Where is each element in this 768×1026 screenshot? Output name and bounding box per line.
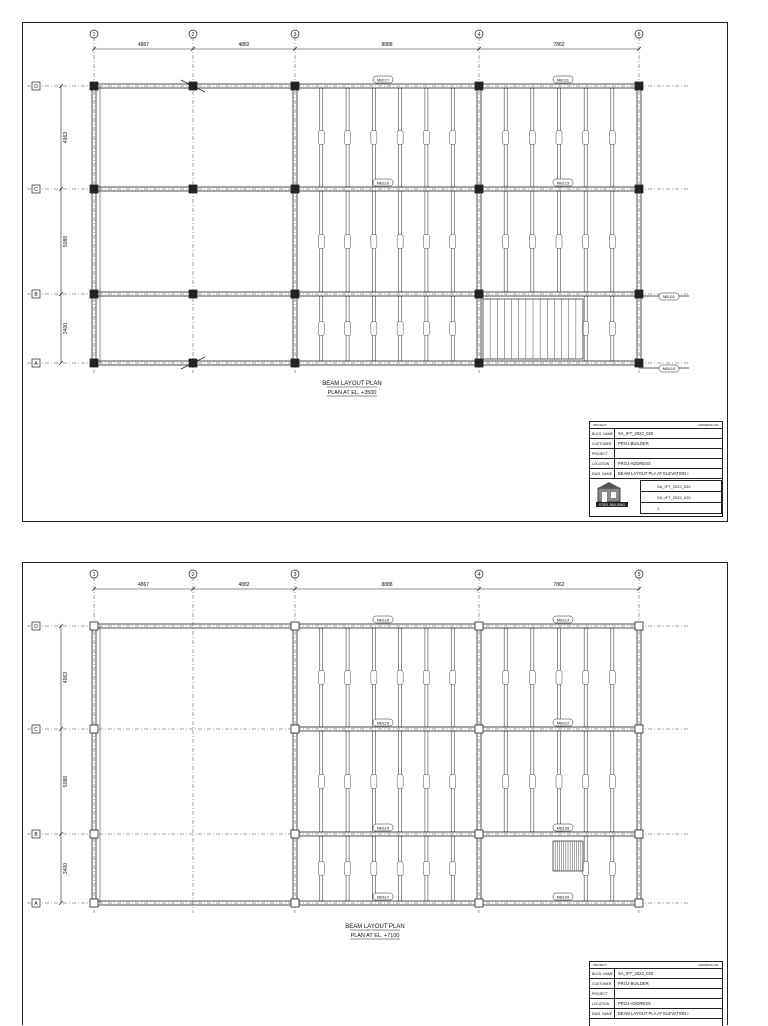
- dimension-label-col: 7862: [553, 582, 565, 588]
- company-logo: [594, 480, 630, 510]
- joist-tag: [450, 862, 456, 876]
- joist-tag: [397, 235, 403, 249]
- joist-tag: [345, 322, 351, 336]
- joist-tag: [503, 131, 509, 145]
- title-block-key: DWG. NAME: [590, 1009, 615, 1018]
- joist-tag: [450, 235, 456, 249]
- plan-title: BEAM LAYOUT PLAN: [345, 924, 405, 930]
- grid-label-col: 5: [637, 572, 641, 578]
- grid-label-row: C: [34, 187, 38, 193]
- column-node: [90, 725, 98, 733]
- dimension-label-row: 4963: [63, 671, 69, 684]
- column-node: [635, 899, 643, 907]
- column-node: [291, 830, 299, 838]
- title-block-row: [590, 439, 722, 449]
- joist-tag: [371, 322, 377, 336]
- column-node: [475, 290, 483, 298]
- dimension-label-row: 3400: [63, 322, 69, 335]
- joist-tag: [556, 775, 562, 789]
- joist-tag: [345, 671, 351, 685]
- column-node: [90, 290, 98, 298]
- joist-tag: [583, 862, 589, 876]
- joist-tag: [318, 131, 324, 145]
- column-node: [475, 82, 483, 90]
- joist-tag: [318, 322, 324, 336]
- column-node: [291, 359, 299, 367]
- joist-tag: [318, 235, 324, 249]
- joist-tag: [397, 671, 403, 685]
- title-block-key: DWG. NAME: [590, 469, 615, 478]
- title-block-header: [590, 422, 722, 429]
- title-block-header-right: DRAWING NO.: [698, 423, 719, 427]
- column-node: [291, 82, 299, 90]
- joist-tag: [503, 671, 509, 685]
- column-node: [291, 622, 299, 630]
- title-block-key: PROJECT: [590, 989, 615, 998]
- title-block-row: [590, 989, 722, 999]
- title-block-key: LOCATION: [590, 999, 615, 1008]
- joist-tag: [371, 131, 377, 145]
- joist-tag: [371, 671, 377, 685]
- joist-tag: [345, 131, 351, 145]
- joist-tag: [371, 235, 377, 249]
- title-block-key: LOCATION: [590, 459, 615, 468]
- title-block-row: [590, 999, 722, 1009]
- title-block-key: CUSTOMER: [590, 979, 615, 988]
- title-block-header-left: PROJECT: [593, 423, 608, 427]
- joist-tag: [556, 131, 562, 145]
- title-block-row: [590, 979, 722, 989]
- beam-tag-label: MB108: [556, 825, 570, 831]
- joist-tag: [529, 131, 535, 145]
- joist-tag: [529, 235, 535, 249]
- joist-tag: [318, 862, 324, 876]
- title-block-row: [590, 969, 722, 979]
- title-block-row: [590, 459, 722, 469]
- joist-tag: [450, 671, 456, 685]
- joist-tag: [397, 862, 403, 876]
- column-node: [475, 899, 483, 907]
- grid-label-row: C: [34, 727, 38, 733]
- beam-tag-label: MB116: [376, 617, 390, 623]
- grid-label-row: B: [34, 832, 38, 838]
- dimension-label-col: 8888: [381, 582, 393, 588]
- joist-tag: [503, 775, 509, 789]
- drawing-sheet-1: [22, 22, 728, 522]
- grid-label-row: A: [34, 901, 38, 907]
- title-block-row: [590, 449, 722, 459]
- title-block-key: PROJECT: [590, 449, 615, 458]
- column-node: [291, 290, 299, 298]
- joist-tag: [423, 671, 429, 685]
- beam-tag-label: MB111: [556, 77, 570, 83]
- svg-text:STEEL BUILDING: STEEL BUILDING: [599, 503, 625, 507]
- title-block-header-right: DRAWING NO.: [698, 963, 719, 967]
- title-block-header-left: PROJECT: [593, 963, 608, 967]
- title-block-sub-value: 1: [657, 505, 660, 511]
- grid-label-col: 3: [293, 572, 297, 578]
- joist-tag: [609, 322, 615, 336]
- title-block-value: SA_IFT_2022_020: [618, 971, 654, 976]
- dimension-label-col: 7862: [553, 42, 565, 48]
- beam-tag-label: MB118: [376, 720, 390, 726]
- beam-tag-label: MB117: [376, 894, 390, 900]
- plan-title: BEAM LAYOUT PLAN: [322, 381, 382, 387]
- column-node: [635, 622, 643, 630]
- plan-subtitle: PLAN AT EL. +3500: [327, 390, 377, 396]
- column-node: [475, 830, 483, 838]
- dimension-label-row: 5088: [63, 235, 69, 248]
- title-block-header: [590, 962, 722, 969]
- joist-tag: [371, 775, 377, 789]
- beam-layout-plan-2: [23, 563, 727, 1025]
- title-block-row: [590, 429, 722, 439]
- title-block-sub-value: SA_IFT_2022_020: [641, 492, 721, 503]
- column-node: [90, 830, 98, 838]
- title-block-key: BLDG. NAME: [590, 429, 615, 438]
- joist-tag: [583, 775, 589, 789]
- joist-tag: [609, 671, 615, 685]
- column-node: [475, 622, 483, 630]
- joist-tag: [371, 862, 377, 876]
- joist-tag: [609, 131, 615, 145]
- title-block-sub-value: SA_IFT_2022_020: [641, 481, 721, 492]
- column-node: [635, 82, 643, 90]
- joist-tag: [423, 131, 429, 145]
- column-node: [189, 290, 197, 298]
- joist-tag: [529, 775, 535, 789]
- column-node: [635, 359, 643, 367]
- joist-tag: [529, 671, 535, 685]
- grid-label-row: D: [34, 624, 38, 630]
- joist-tag: [583, 235, 589, 249]
- title-block-value: BEAM LAYOUT PLA AT ELEVATION I: [618, 471, 689, 476]
- column-node: [90, 622, 98, 630]
- drawing-sheet-2: [22, 562, 728, 1025]
- title-block-value: PROJ-BUILDER: [618, 441, 649, 446]
- joist-tag: [318, 671, 324, 685]
- title-block-key: BLDG. NAME: [590, 969, 615, 978]
- column-node: [475, 185, 483, 193]
- column-node: [90, 899, 98, 907]
- joist-tag: [423, 862, 429, 876]
- dimension-label-row: 5088: [63, 775, 69, 788]
- joist-tag: [423, 775, 429, 789]
- joist-tag: [345, 862, 351, 876]
- grid-label-row: B: [34, 292, 38, 298]
- joist-tag: [583, 131, 589, 145]
- title-block-value: PROJ-ADDRESS: [618, 461, 651, 466]
- title-block-value: BEAM LAYOUT PLA AT ELEVATION I: [618, 1011, 689, 1016]
- joist-tag: [318, 775, 324, 789]
- beam-tag-label: MB114: [556, 617, 570, 623]
- joist-tag: [609, 235, 615, 249]
- beam-tag-label: MB115: [556, 180, 570, 186]
- column-node: [90, 359, 98, 367]
- title-block-row: [590, 1009, 722, 1019]
- beam-tag-label: MB119: [376, 825, 390, 831]
- column-node: [635, 185, 643, 193]
- column-node: [635, 725, 643, 733]
- title-block-value: PROJ-BUILDER: [618, 981, 649, 986]
- grid-label-col: 4: [477, 32, 481, 38]
- column-node: [90, 82, 98, 90]
- title-block-value: PROJ-ADDRESS: [618, 1001, 651, 1006]
- grid-label-col: 2: [191, 572, 195, 578]
- title-block-key: CUSTOMER: [590, 439, 615, 448]
- title-block-1: [589, 421, 723, 517]
- dimension-label-col: 4882: [238, 582, 250, 588]
- dimension-label-col: 4867: [137, 42, 150, 48]
- grid-label-col: 1: [92, 32, 96, 38]
- joist-tag: [556, 671, 562, 685]
- dimension-label-col: 8888: [381, 42, 393, 48]
- joist-tag: [450, 131, 456, 145]
- joist-tag: [397, 775, 403, 789]
- beam-tag-label: MB112: [556, 720, 570, 726]
- title-block-2: [589, 961, 723, 1026]
- title-block-row: [590, 469, 722, 479]
- joist-tag: [450, 775, 456, 789]
- dimension-label-col: 4882: [238, 42, 250, 48]
- column-node: [291, 185, 299, 193]
- joist-tag: [450, 322, 456, 336]
- dimension-label-row: 3400: [63, 862, 69, 875]
- joist-tag: [423, 235, 429, 249]
- column-node: [189, 185, 197, 193]
- beam-tag-label: MB116: [376, 180, 390, 186]
- grid-label-col: 2: [191, 32, 195, 38]
- column-node: [291, 725, 299, 733]
- joist-tag: [503, 235, 509, 249]
- title-block-value: SA_IFT_2022_020: [618, 431, 654, 436]
- column-node: [90, 185, 98, 193]
- column-node: [635, 290, 643, 298]
- joist-tag: [556, 235, 562, 249]
- plan-subtitle: PLAN AT EL. +7100: [350, 933, 400, 939]
- grid-label-row: D: [34, 84, 38, 90]
- column-node: [475, 725, 483, 733]
- joist-tag: [583, 671, 589, 685]
- joist-tag: [583, 322, 589, 336]
- joist-tag: [397, 131, 403, 145]
- joist-tag: [423, 322, 429, 336]
- grid-label-row: A: [34, 361, 38, 367]
- dimension-label-row: 4963: [63, 131, 69, 144]
- joist-tag: [345, 235, 351, 249]
- beam-tag-label: MB109: [556, 894, 570, 900]
- joist-tag: [609, 775, 615, 789]
- side-tag-label: MB110: [662, 366, 676, 371]
- column-node: [635, 830, 643, 838]
- grid-label-col: 5: [637, 32, 641, 38]
- grid-label-col: 4: [477, 572, 481, 578]
- joist-tag: [397, 322, 403, 336]
- grid-label-col: 3: [293, 32, 297, 38]
- title-block-sub: [640, 480, 722, 514]
- dimension-label-col: 4867: [137, 582, 150, 588]
- joist-tag: [609, 862, 615, 876]
- side-tag-label: MB111: [662, 294, 676, 299]
- column-node: [475, 359, 483, 367]
- joist-tag: [345, 775, 351, 789]
- column-node: [291, 899, 299, 907]
- grid-label-col: 1: [92, 572, 96, 578]
- beam-tag-label: MB117: [376, 77, 390, 83]
